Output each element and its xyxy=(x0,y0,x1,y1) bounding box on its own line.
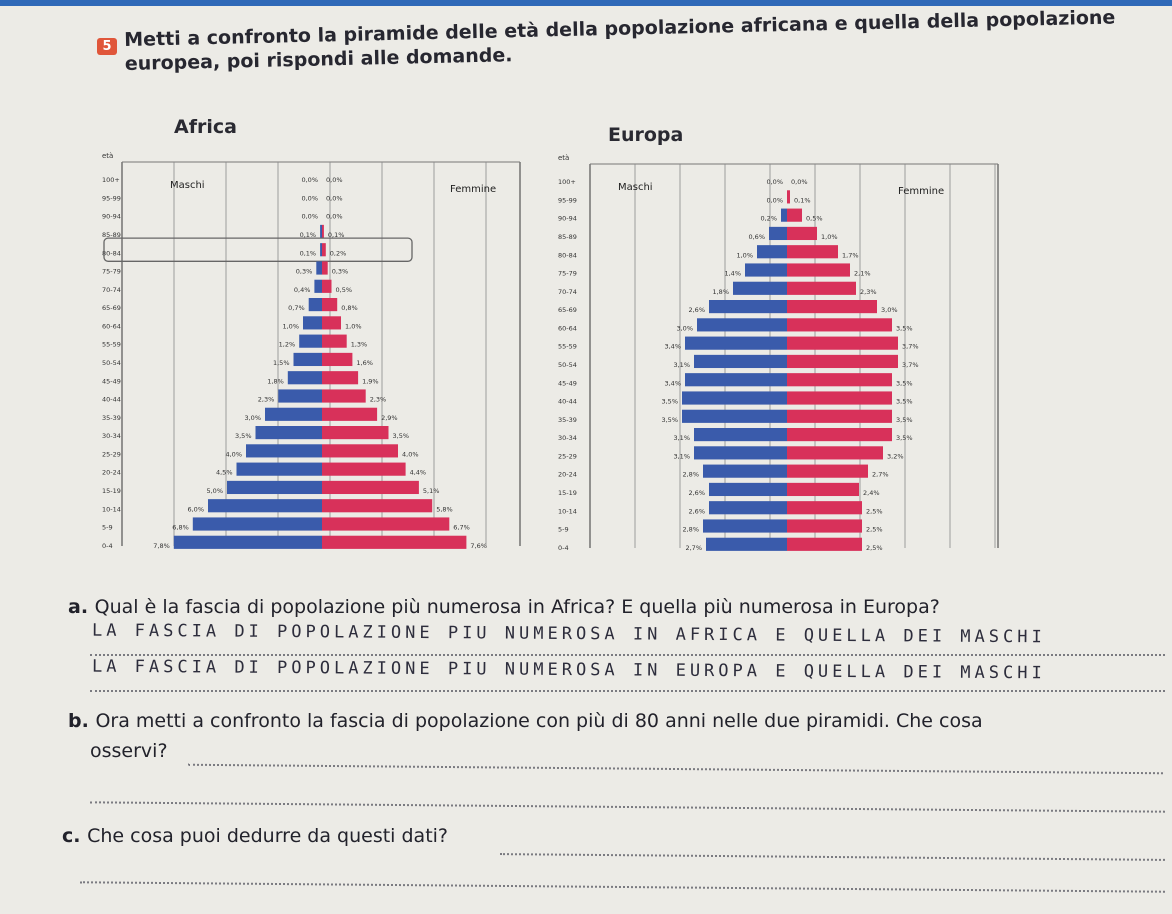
africa-age-label: 60-64 xyxy=(102,322,121,331)
africa-value-label-maschi: 5,0% xyxy=(206,487,223,496)
africa-value-label-femmine: 4,0% xyxy=(402,450,419,459)
africa-value-label-maschi: 0,0% xyxy=(301,176,318,185)
europa-age-label: 45-49 xyxy=(558,379,577,388)
africa-bar-femmine xyxy=(322,408,377,421)
europa-value-label-maschi: 0,0% xyxy=(766,196,783,205)
answer-c-line-2[interactable] xyxy=(80,881,1165,892)
africa-age-label: 85-89 xyxy=(102,231,121,240)
africa-value-label-maschi: 4,5% xyxy=(215,468,233,477)
question-a-text: Qual è la fascia di popolazione più numerosa in Africa? E quella più numerosa in Europa? xyxy=(94,596,940,618)
africa-femmine-label: Femmine xyxy=(450,184,497,195)
africa-bar-maschi xyxy=(320,225,322,238)
answer-a-line-1[interactable] xyxy=(90,654,1165,656)
africa-bar-femmine xyxy=(322,353,352,366)
africa-value-label-maschi: 0,3% xyxy=(295,267,313,276)
europa-value-label-maschi: 1,4% xyxy=(724,269,741,278)
africa-bar-femmine xyxy=(322,536,466,549)
africa-bar-maschi xyxy=(265,408,322,421)
exercise-title-line-2: europea, poi rispondi alle domande. xyxy=(124,44,513,75)
africa-bar-femmine xyxy=(322,335,347,348)
africa-value-label-femmine: 2,3% xyxy=(369,395,387,404)
question-c-text: Che cosa puoi dedurre da questi dati? xyxy=(87,825,449,847)
africa-bar-maschi xyxy=(227,481,322,494)
exercise-title xyxy=(124,5,1125,76)
europa-value-label-maschi: 2,8% xyxy=(682,525,699,534)
answer-a-handwritten-1: LA FASCIA DI POPOLAZIONE PIU NUMEROSA IN AFRICA E QUELLA DEI MASCHI xyxy=(91,620,1046,648)
africa-value-label-maschi: 4,0% xyxy=(225,450,242,459)
europa-value-label-femmine: 0,5% xyxy=(806,214,823,223)
africa-bar-maschi xyxy=(193,517,322,530)
africa-bar-maschi xyxy=(208,499,322,512)
africa-age-label: 20-24 xyxy=(102,468,121,477)
europa-value-label-maschi: 3,4% xyxy=(664,342,681,351)
europa-bar-femmine xyxy=(787,410,892,423)
question-b-text-2: osservi? xyxy=(90,740,168,762)
africa-value-label-femmine: 0,2% xyxy=(329,249,347,258)
europa-value-label-maschi: 3,5% xyxy=(661,415,678,424)
europa-value-label-maschi: 0,0% xyxy=(766,178,783,187)
europa-age-label: 85-89 xyxy=(558,233,577,242)
africa-bar-maschi xyxy=(278,389,322,402)
africa-value-label-maschi: 6,8% xyxy=(172,523,189,532)
europa-age-label: 25-29 xyxy=(558,452,577,461)
africa-value-label-maschi: 0,7% xyxy=(288,304,305,313)
europa-bar-maschi xyxy=(745,263,787,276)
europa-age-label: 15-19 xyxy=(558,489,577,498)
africa-bar-maschi xyxy=(246,444,322,457)
europa-value-label-maschi: 3,4% xyxy=(664,379,681,388)
africa-value-label-maschi: 1,8% xyxy=(267,377,284,386)
europa-bar-femmine xyxy=(787,355,898,368)
europa-value-label-femmine: 3,2% xyxy=(887,452,904,461)
europa-age-label: 80-84 xyxy=(558,251,577,260)
europa-age-label: 65-69 xyxy=(558,306,577,315)
europa-bar-maschi xyxy=(706,538,787,551)
africa-bar-maschi xyxy=(309,298,322,311)
africa-bar-femmine xyxy=(322,243,326,256)
europa-bar-femmine xyxy=(787,209,802,222)
europa-bar-maschi xyxy=(703,519,787,532)
africa-bar-femmine xyxy=(322,389,366,402)
europa-bar-femmine xyxy=(787,190,790,203)
africa-bar-maschi xyxy=(299,335,322,348)
europa-age-label: 5-9 xyxy=(558,525,569,534)
europa-age-label: 70-74 xyxy=(558,287,577,296)
africa-age-label: 45-49 xyxy=(102,377,121,386)
africa-age-label: 95-99 xyxy=(102,194,121,203)
africa-value-label-maschi: 0,1% xyxy=(299,249,317,258)
africa-bar-femmine xyxy=(322,371,358,384)
africa-value-label-femmine: 1,9% xyxy=(362,377,379,386)
africa-age-label: 10-14 xyxy=(102,505,121,514)
europa-value-label-femmine: 2,5% xyxy=(866,507,883,516)
africa-age-label: 100+ xyxy=(102,176,120,185)
europa-bar-maschi xyxy=(697,318,787,331)
africa-age-label: 0-4 xyxy=(102,541,113,550)
africa-population-pyramid xyxy=(100,148,530,560)
europa-bar-femmine xyxy=(787,483,859,496)
africa-age-label: 25-29 xyxy=(102,450,121,459)
europa-value-label-maschi: 0,6% xyxy=(748,233,765,242)
europa-femmine-label: Femmine xyxy=(898,186,945,197)
europa-bar-maschi xyxy=(709,300,787,313)
africa-value-label-maschi: 0,0% xyxy=(301,212,318,221)
africa-maschi-label: Maschi xyxy=(170,180,205,191)
europa-value-label-femmine: 0,1% xyxy=(794,196,811,205)
africa-value-label-femmine: 6,7% xyxy=(453,523,470,532)
question-a-letter: a. xyxy=(68,596,89,618)
africa-value-label-maschi: 1,0% xyxy=(282,322,299,331)
question-b-text: Ora metti a confronto la fascia di popolazione con più di 80 anni nelle due piramidi. Che cosa xyxy=(95,710,983,732)
europa-bar-femmine xyxy=(787,282,856,295)
europa-value-label-femmine: 3,5% xyxy=(896,397,913,406)
europa-bar-femmine xyxy=(787,227,817,240)
europa-value-label-maschi: 3,0% xyxy=(676,324,693,333)
europa-value-label-femmine: 0,0% xyxy=(791,178,808,187)
europa-bar-maschi xyxy=(709,483,787,496)
africa-value-label-femmine: 0,1% xyxy=(327,231,345,240)
africa-value-label-femmine: 1,6% xyxy=(356,359,373,368)
europa-value-label-maschi: 3,1% xyxy=(673,452,690,461)
europa-age-label: 30-34 xyxy=(558,434,577,443)
europa-age-label: 55-59 xyxy=(558,342,577,351)
europa-value-label-femmine: 2,4% xyxy=(863,489,880,498)
africa-age-label: 5-9 xyxy=(102,523,113,532)
europa-value-label-maschi: 1,8% xyxy=(712,287,729,296)
africa-value-label-maschi: 0,4% xyxy=(293,285,311,294)
europa-value-label-maschi: 3,5% xyxy=(661,397,678,406)
europa-bar-femmine xyxy=(787,538,862,551)
europa-value-label-femmine: 3,5% xyxy=(896,324,913,333)
europa-bar-femmine xyxy=(787,465,868,478)
africa-value-label-maschi: 0,1% xyxy=(299,231,317,240)
africa-bar-femmine xyxy=(322,298,337,311)
europa-chart-title: Europa xyxy=(608,124,684,146)
africa-age-label: 90-94 xyxy=(102,212,121,221)
europa-age-axis-label: età xyxy=(558,154,570,162)
exercise-title-line-1: Metti a confronto la piramide delle età della popolazione africana e quella della popolazione xyxy=(124,6,1116,51)
africa-value-label-femmine: 1,3% xyxy=(350,340,368,349)
africa-bar-maschi xyxy=(303,316,322,329)
europa-age-label: 60-64 xyxy=(558,324,577,333)
africa-value-label-maschi: 7,8% xyxy=(153,541,170,550)
europa-value-label-femmine: 3,5% xyxy=(896,434,913,443)
europa-age-label: 90-94 xyxy=(558,214,577,223)
africa-age-label: 30-34 xyxy=(102,432,121,441)
question-b xyxy=(68,710,983,732)
europa-bar-femmine xyxy=(787,428,892,441)
africa-value-label-femmine: 0,0% xyxy=(326,212,343,221)
africa-bar-femmine xyxy=(322,444,398,457)
africa-value-label-femmine: 2,9% xyxy=(381,413,398,422)
europa-age-label: 40-44 xyxy=(558,397,577,406)
africa-bar-maschi xyxy=(314,280,322,293)
africa-value-label-maschi: 1,2% xyxy=(278,340,296,349)
answer-b-line-1[interactable] xyxy=(188,764,1163,775)
africa-bar-maschi xyxy=(294,353,323,366)
africa-bar-maschi xyxy=(174,536,322,549)
europa-bar-femmine xyxy=(787,337,898,350)
africa-value-label-femmine: 3,5% xyxy=(392,432,410,441)
africa-value-label-femmine: 0,5% xyxy=(335,285,353,294)
africa-bar-femmine xyxy=(322,261,328,274)
europa-value-label-femmine: 2,3% xyxy=(860,287,877,296)
africa-value-label-femmine: 4,4% xyxy=(409,468,427,477)
question-c-letter: c. xyxy=(62,825,81,847)
africa-value-label-femmine: 0,8% xyxy=(341,304,358,313)
europa-bar-maschi xyxy=(694,355,787,368)
europa-value-label-maschi: 2,6% xyxy=(688,507,705,516)
europa-bar-maschi xyxy=(709,501,787,514)
europa-bar-maschi xyxy=(757,245,787,258)
africa-value-label-femmine: 1,0% xyxy=(345,322,362,331)
africa-bar-maschi xyxy=(320,243,322,256)
africa-bar-femmine xyxy=(322,426,389,439)
africa-bar-maschi xyxy=(256,426,323,439)
africa-age-label: 40-44 xyxy=(102,395,121,404)
africa-chart-title: Africa xyxy=(174,116,237,138)
africa-age-label: 70-74 xyxy=(102,285,121,294)
africa-bar-maschi xyxy=(237,463,323,476)
europa-age-label: 20-24 xyxy=(558,470,577,479)
africa-bar-femmine xyxy=(322,481,419,494)
europa-bar-maschi xyxy=(694,446,787,459)
africa-age-axis-label: età xyxy=(102,152,114,160)
question-a xyxy=(68,596,940,618)
answer-a-handwritten-2: LA FASCIA DI POPOLAZIONE PIU NUMEROSA IN EUROPA E QUELLA DEI MASCHI xyxy=(91,656,1046,684)
africa-value-label-femmine: 7,6% xyxy=(470,541,487,550)
europa-age-label: 35-39 xyxy=(558,415,577,424)
question-b-continuation xyxy=(90,740,168,762)
africa-age-label: 55-59 xyxy=(102,340,121,349)
europa-value-label-maschi: 0,2% xyxy=(760,214,777,223)
europa-age-label: 0-4 xyxy=(558,543,569,552)
europa-bar-femmine xyxy=(787,519,862,532)
europa-value-label-femmine: 3,7% xyxy=(902,342,919,351)
europa-value-label-femmine: 3,0% xyxy=(881,306,898,315)
europa-value-label-maschi: 2,6% xyxy=(688,306,705,315)
africa-value-label-femmine: 0,0% xyxy=(326,194,343,203)
europa-population-pyramid xyxy=(540,150,1010,560)
europa-value-label-femmine: 1,7% xyxy=(842,251,859,260)
europa-value-label-femmine: 3,7% xyxy=(902,361,919,370)
africa-value-label-femmine: 0,0% xyxy=(326,176,343,185)
africa-value-label-maschi: 3,0% xyxy=(244,413,261,422)
europa-bar-femmine xyxy=(787,373,892,386)
europa-value-label-maschi: 2,6% xyxy=(688,489,705,498)
europa-age-label: 10-14 xyxy=(558,507,577,516)
europa-bar-maschi xyxy=(733,282,787,295)
africa-bar-maschi xyxy=(288,371,322,384)
africa-bar-femmine xyxy=(322,280,332,293)
europa-bar-femmine xyxy=(787,446,883,459)
europa-value-label-maschi: 2,7% xyxy=(685,543,702,552)
europa-age-label: 95-99 xyxy=(558,196,577,205)
africa-age-label: 35-39 xyxy=(102,413,121,422)
europa-value-label-femmine: 1,0% xyxy=(821,233,838,242)
africa-age-label: 65-69 xyxy=(102,304,121,313)
europa-value-label-maschi: 2,8% xyxy=(682,470,699,479)
africa-age-label: 15-19 xyxy=(102,487,121,496)
answer-c-line-1[interactable] xyxy=(500,853,1165,861)
africa-age-label: 80-84 xyxy=(102,249,121,258)
question-c xyxy=(62,825,448,847)
europa-bar-maschi xyxy=(682,391,787,404)
europa-bar-maschi xyxy=(781,209,787,222)
europa-value-label-femmine: 2,1% xyxy=(854,269,871,278)
europa-bar-maschi xyxy=(685,337,787,350)
africa-value-label-maschi: 6,0% xyxy=(187,505,204,514)
africa-age-label: 75-79 xyxy=(102,267,121,276)
africa-value-label-maschi: 0,0% xyxy=(301,194,318,203)
europa-value-label-femmine: 3,5% xyxy=(896,379,913,388)
answer-b-line-2[interactable] xyxy=(90,801,1165,812)
africa-value-label-femmine: 0,3% xyxy=(331,267,349,276)
page-top-border xyxy=(0,0,1172,6)
europa-age-label: 100+ xyxy=(558,178,576,187)
europa-value-label-maschi: 3,1% xyxy=(673,434,690,443)
africa-bar-femmine xyxy=(322,499,432,512)
africa-bar-femmine xyxy=(322,463,406,476)
answer-a-line-2[interactable] xyxy=(90,690,1165,692)
africa-age-label: 50-54 xyxy=(102,359,121,368)
europa-value-label-femmine: 2,5% xyxy=(866,543,883,552)
europa-bar-maschi xyxy=(703,465,787,478)
africa-bar-femmine xyxy=(322,517,449,530)
africa-bar-femmine xyxy=(322,316,341,329)
question-b-letter: b. xyxy=(68,710,89,732)
europa-bar-maschi xyxy=(769,227,787,240)
europa-value-label-maschi: 3,1% xyxy=(673,361,690,370)
europa-bar-femmine xyxy=(787,501,862,514)
europa-bar-femmine xyxy=(787,318,892,331)
europa-bar-maschi xyxy=(694,428,787,441)
africa-value-label-femmine: 5,8% xyxy=(436,505,453,514)
europa-value-label-maschi: 1,0% xyxy=(736,251,753,260)
africa-bar-femmine xyxy=(322,225,324,238)
africa-value-label-maschi: 3,5% xyxy=(234,432,252,441)
europa-bar-femmine xyxy=(787,391,892,404)
europa-bar-maschi xyxy=(682,410,787,423)
europa-age-label: 50-54 xyxy=(558,361,577,370)
africa-value-label-maschi: 2,3% xyxy=(257,395,275,404)
europa-bar-femmine xyxy=(787,300,877,313)
africa-bar-maschi xyxy=(316,261,322,274)
exercise-number-badge: 5 xyxy=(97,38,117,55)
europa-value-label-femmine: 3,5% xyxy=(896,415,913,424)
europa-bar-femmine xyxy=(787,263,850,276)
africa-value-label-maschi: 1,5% xyxy=(272,359,290,368)
europa-age-label: 75-79 xyxy=(558,269,577,278)
europa-value-label-femmine: 2,7% xyxy=(872,470,889,479)
africa-value-label-femmine: 5,1% xyxy=(422,487,440,496)
europa-bar-femmine xyxy=(787,245,838,258)
europa-value-label-femmine: 2,5% xyxy=(866,525,883,534)
africa-highlight-box xyxy=(104,238,412,261)
europa-bar-maschi xyxy=(685,373,787,386)
europa-maschi-label: Maschi xyxy=(618,182,653,193)
